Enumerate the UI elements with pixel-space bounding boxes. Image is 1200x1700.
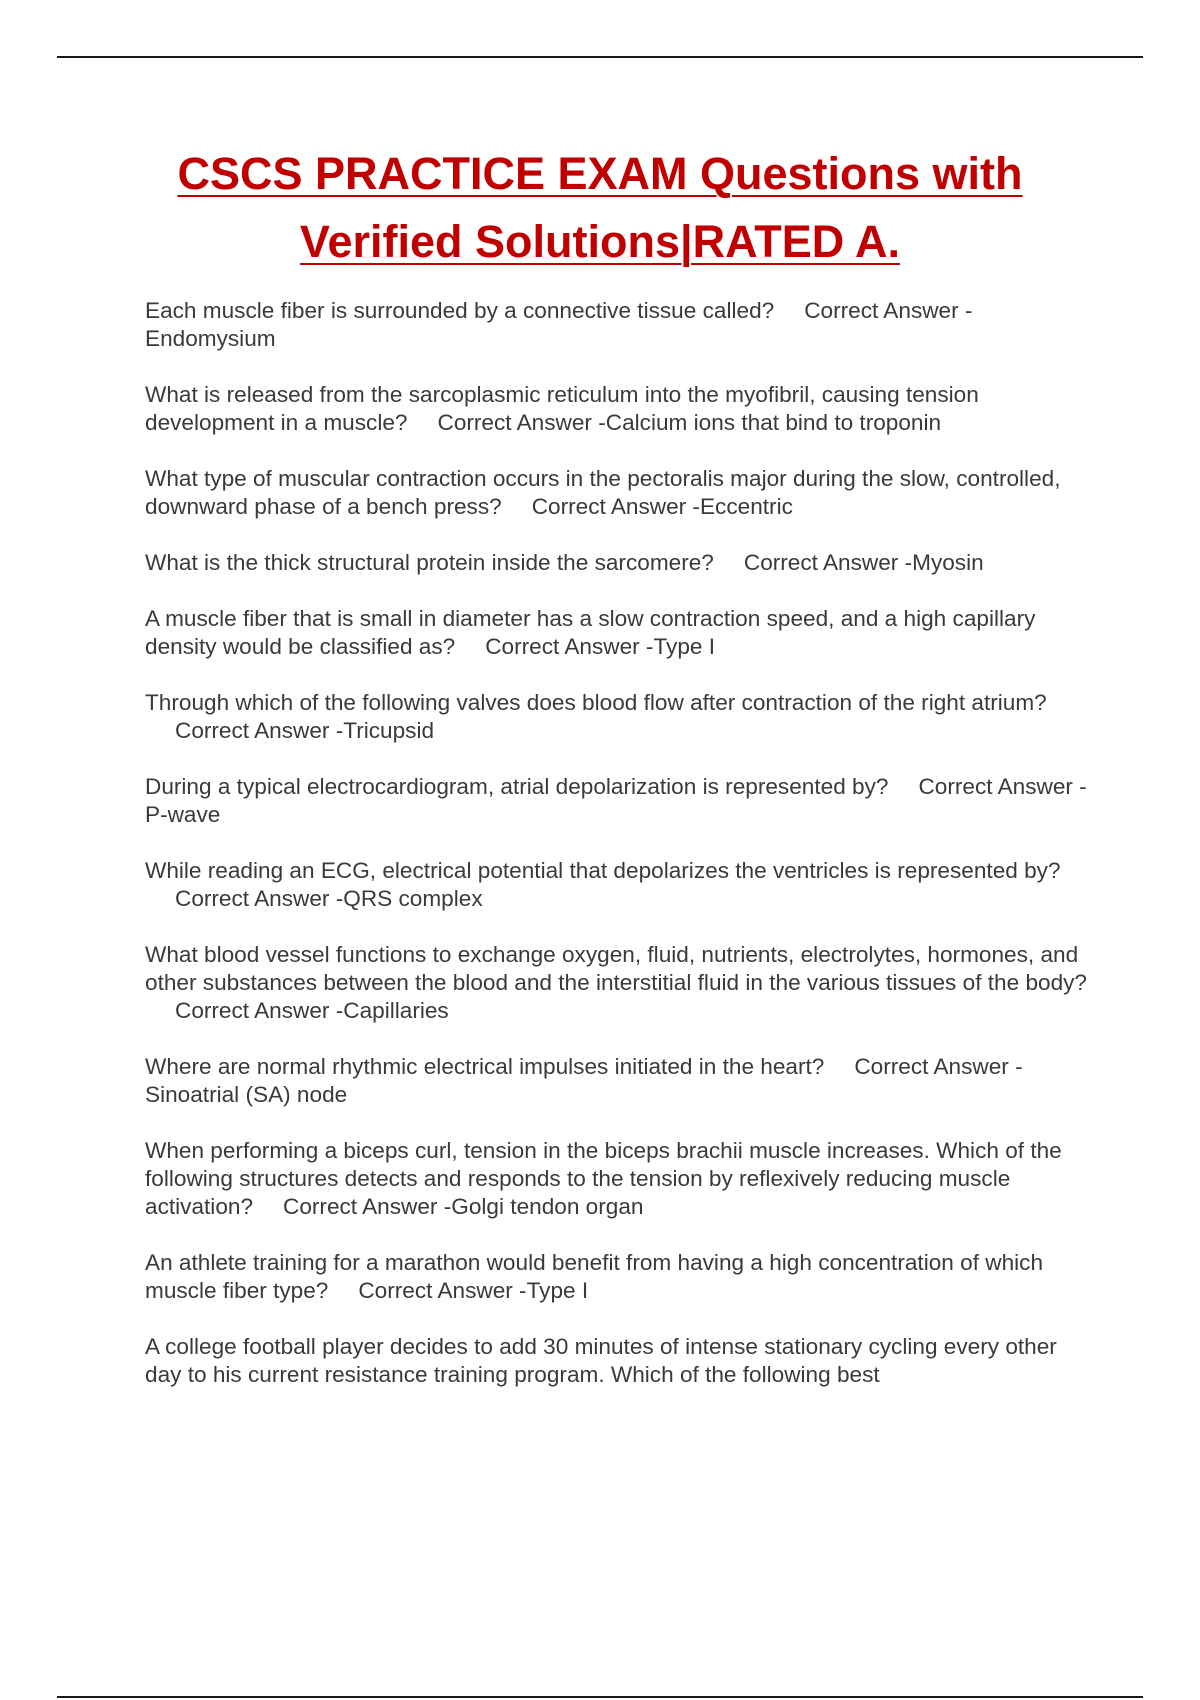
answer-text: P-wave	[145, 802, 221, 827]
qa-item	[145, 1333, 1090, 1389]
answer-label: Correct Answer -	[437, 410, 606, 435]
question-text: What type of muscular contraction occurs in the pectoralis major during the slow, controlled, downward phase of a bench press?	[145, 466, 1061, 519]
question-text: During a typical electrocardiogram, atrial depolarization is represented by?	[145, 774, 889, 799]
question-text: When performing a biceps curl, tension in the biceps brachii muscle increases. Which of the following structures detects and responds to the tension by reflexively reducing muscle activation?	[145, 1138, 1062, 1219]
question-text: While reading an ECG, electrical potential that depolarizes the ventricles is represented by?	[145, 858, 1061, 883]
title-line-2: Verified Solutions|RATED A.	[299, 216, 901, 267]
answer-text: Type I	[653, 634, 716, 659]
answer-label: Correct Answer -	[358, 1278, 527, 1303]
document-title	[0, 140, 1200, 276]
answer-label: Correct Answer -	[918, 774, 1087, 799]
answer-label: Correct Answer -	[485, 634, 654, 659]
answer-text: QRS complex	[343, 886, 483, 911]
qa-item	[145, 941, 1090, 1025]
top-rule	[57, 56, 1143, 58]
qa-list	[145, 297, 1090, 1417]
qa-item	[145, 549, 1090, 577]
qa-item	[145, 605, 1090, 661]
qa-item	[145, 1053, 1090, 1109]
qa-item	[145, 773, 1090, 829]
answer-label: Correct Answer -	[175, 998, 344, 1023]
answer-label: Correct Answer -	[854, 1054, 1023, 1079]
answer-label: Correct Answer -	[531, 494, 700, 519]
question-text: What is released from the sarcoplasmic reticulum into the myofibril, causing tension development in a muscle?	[145, 382, 979, 435]
question-text: What is the thick structural protein inside the sarcomere?	[145, 550, 714, 575]
answer-text: Type I	[526, 1278, 589, 1303]
answer-text: Endomysium	[145, 326, 276, 351]
qa-item	[145, 381, 1090, 437]
answer-text: Myosin	[912, 550, 984, 575]
answer-text: Eccentric	[699, 494, 793, 519]
question-text: A muscle fiber that is small in diameter has a slow contraction speed, and a high capillary density would be classified as?	[145, 606, 1036, 659]
answer-label: Correct Answer -	[743, 550, 913, 575]
bottom-rule	[57, 1696, 1143, 1698]
answer-label: Correct Answer -	[175, 718, 344, 743]
question-text: Through which of the following valves does blood flow after contraction of the right atrium?	[145, 690, 1047, 715]
answer-label: Correct Answer -	[175, 886, 344, 911]
qa-item	[145, 297, 1090, 353]
qa-item	[145, 1249, 1090, 1305]
question-text: An athlete training for a marathon would benefit from having a high concentration of which muscle fiber type?	[145, 1250, 1044, 1303]
qa-item	[145, 689, 1090, 745]
answer-text: Golgi tendon organ	[451, 1194, 644, 1219]
answer-text: Tricupsid	[343, 718, 435, 743]
question-text: Each muscle fiber is surrounded by a connective tissue called?	[145, 298, 775, 323]
answer-label: Correct Answer -	[804, 298, 973, 323]
qa-item	[145, 857, 1090, 913]
answer-text: Sinoatrial (SA) node	[145, 1082, 348, 1107]
question-text: What blood vessel functions to exchange oxygen, fluid, nutrients, electrolytes, hormones, and other substances between the blood and the interstitial fluid in the various tissues of the body?	[145, 942, 1087, 995]
answer-text: Capillaries	[343, 998, 449, 1023]
title-line-1: CSCS PRACTICE EXAM Questions with	[177, 148, 1023, 199]
answer-text: Calcium ions that bind to troponin	[605, 410, 942, 435]
answer-label: Correct Answer -	[283, 1194, 452, 1219]
qa-item	[145, 1137, 1090, 1221]
qa-item	[145, 465, 1090, 521]
question-text: A college football player decides to add 30 minutes of intense stationary cycling every other day to his current resistance training program. Which of the following best	[145, 1334, 1057, 1387]
question-text: Where are normal rhythmic electrical impulses initiated in the heart?	[145, 1054, 825, 1079]
